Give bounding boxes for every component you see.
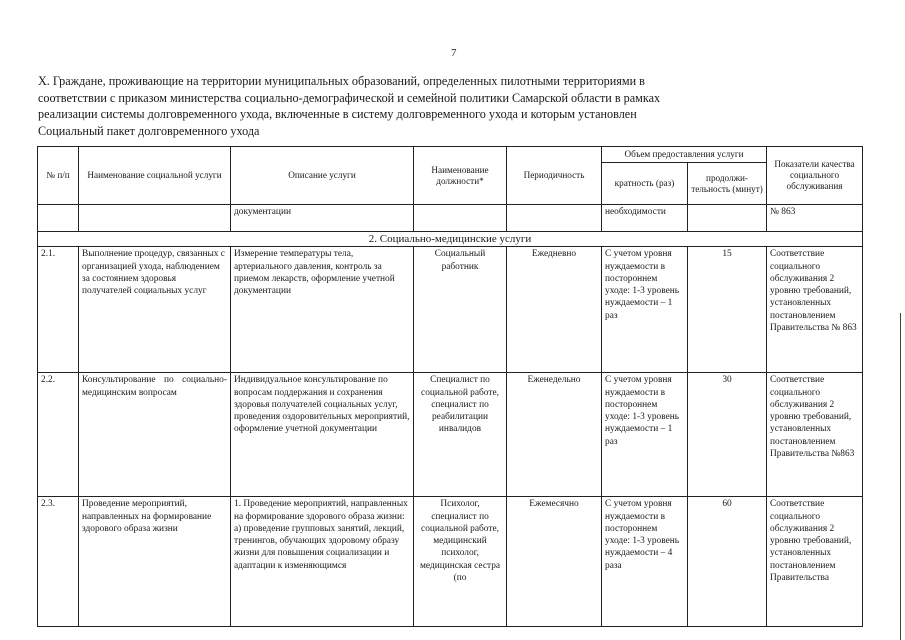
table-row <box>38 205 863 232</box>
cell-periodicity <box>507 205 602 232</box>
header-description: Описание услуги <box>231 147 414 205</box>
services-table <box>37 146 863 627</box>
cell-quality-indicators: Соответствие социального обслуживания 2 уровню требований, установленных постановлением Правительства <box>767 497 863 627</box>
section-title: 2. Социально-медицинские услуги <box>38 232 863 247</box>
cell-periodicity: Еженедельно <box>507 373 602 497</box>
intro-line-3: реализации системы долговременного ухода, включенные в систему долговременного ухода и которым установлен <box>38 107 637 121</box>
cell-description: Индивидуальное консультирование по вопросам поддержания и сохранения здоровья получателей социальных услуг, проведения оздоровительных мероприятий, оформление учетной документации <box>231 373 414 497</box>
cell-num: 2.2. <box>38 373 79 497</box>
cell-quality-indicators: Соответствие социального обслуживания 2 уровню требований, установленных постановлением Правительства № 863 <box>767 247 863 373</box>
cell-frequency: С учетом уровня нуждаемости в постороннем уходе: 1-3 уровень нуждаемости – 1 раз <box>602 373 688 497</box>
table-row <box>38 373 863 497</box>
cell-duration: 60 <box>688 497 767 627</box>
header-quality-indicators: Показатели качества социального обслуживания <box>767 147 863 205</box>
table-row <box>38 497 863 627</box>
cell-position: Психолог, специалист по социальной работе, медицинский психолог, медицинская сестра (по <box>414 497 507 627</box>
header-service-name: Наименование социальной услуги <box>79 147 231 205</box>
cell-description: документации <box>231 205 414 232</box>
cell-position: Специалист по социальной работе, специалист по реабилитации инвалидов <box>414 373 507 497</box>
cell-frequency: С учетом уровня нуждаемости в постороннем уходе: 1-3 уровень нуждаемости – 4 раза <box>602 497 688 627</box>
intro-line-2: соответствии с приказом министерства социально-демографической и семейной политики Самарской области в рамках <box>38 90 661 105</box>
intro-line-4: Социальный пакет долговременного ухода <box>38 123 260 138</box>
cell-num: 2.1. <box>38 247 79 373</box>
header-periodicity: Периодичность <box>507 147 602 205</box>
cell-quality-indicators: Соответствие социального обслуживания 2 уровню требований, установленных постановлением Правительства №863 <box>767 373 863 497</box>
cell-service-name: Выполнение процедур, связанных с организацией ухода, наблюдением за состоянием здоровья получателей социальных услуг <box>79 247 231 373</box>
scan-edge-line <box>900 313 901 640</box>
cell-frequency: С учетом уровня нуждаемости в постороннем уходе: 1-3 уровень нуждаемости – 1 раз <box>602 247 688 373</box>
intro-line-1: X. Граждане, проживающие на территории муниципальных образований, определенных пилотными территориями в <box>38 74 645 88</box>
cell-frequency: необходимости <box>602 205 688 232</box>
cell-service-name: Консультирование по социально-медицинским вопросам <box>79 373 231 497</box>
cell-num: 2.3. <box>38 497 79 627</box>
cell-duration: 30 <box>688 373 767 497</box>
cell-description: Измерение температуры тела, артериального давления, контроль за приемом лекарств, оформление учетной документации <box>231 247 414 373</box>
cell-position: Социальный работник <box>414 247 507 373</box>
cell-periodicity: Ежедневно <box>507 247 602 373</box>
page-number: 7 <box>451 47 457 59</box>
cell-duration <box>688 205 767 232</box>
header-num: № п/п <box>38 147 79 205</box>
cell-num <box>38 205 79 232</box>
header-frequency: кратность (раз) <box>602 163 688 205</box>
table-row <box>38 247 863 373</box>
header-volume: Объем предоставления услуги <box>602 147 767 163</box>
section-row <box>38 232 863 247</box>
cell-service-name <box>79 205 231 232</box>
cell-duration: 15 <box>688 247 767 373</box>
cell-description: 1. Проведение мероприятий, направленных на формирование здорового образа жизни: а) проведение групповых занятий, лекций, тренингов, обучающих здоровому образу жизни для повышения социализации и адаптации к изменяющимся <box>231 497 414 627</box>
header-position: Наименование должности* <box>414 147 507 205</box>
header-duration: продолжи-тельность (минут) <box>688 163 767 205</box>
section-intro <box>38 73 858 139</box>
cell-service-name: Проведение мероприятий, направленных на формирование здорового образа жизни <box>79 497 231 627</box>
cell-position <box>414 205 507 232</box>
cell-quality-indicators: № 863 <box>767 205 863 232</box>
cell-periodicity: Ежемесячно <box>507 497 602 627</box>
